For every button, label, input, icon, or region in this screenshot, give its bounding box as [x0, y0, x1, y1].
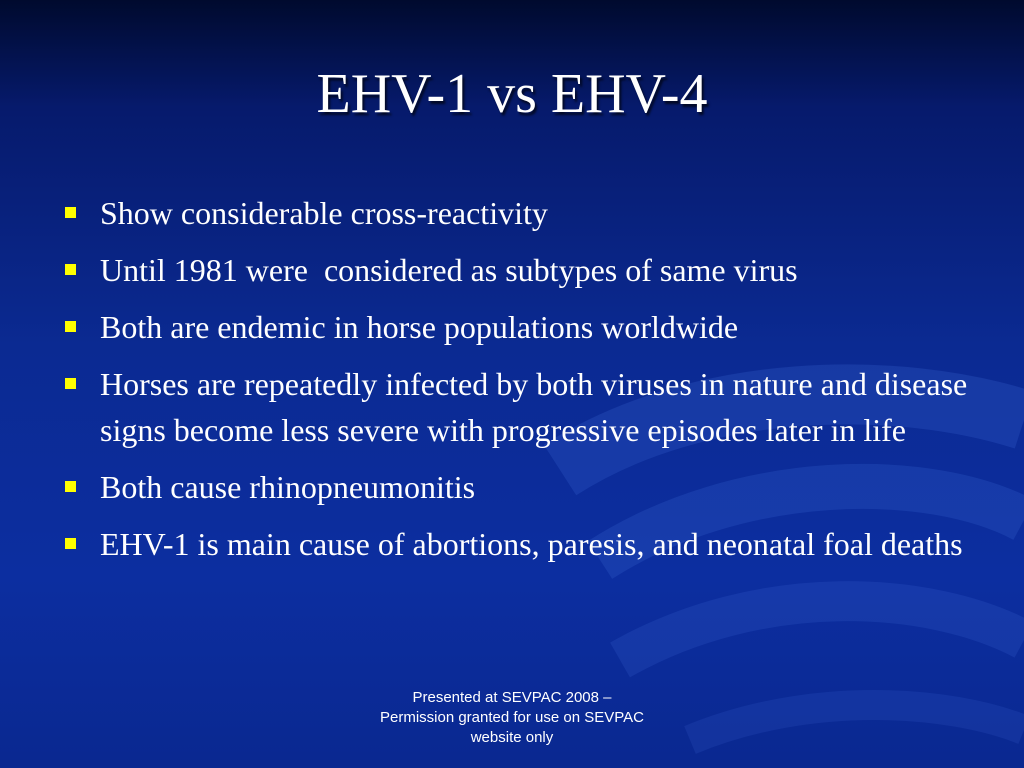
bullet-text: Horses are repeatedly infected by both viruses in nature and disease signs become less severe with progressive episodes later in life: [100, 366, 968, 448]
square-bullet-icon: [65, 264, 76, 275]
square-bullet-icon: [65, 378, 76, 389]
footer-note: [352, 688, 672, 748]
list-item: [62, 190, 982, 236]
square-bullet-icon: [65, 481, 76, 492]
list-item: [62, 361, 982, 453]
bullet-text: Until 1981 were considered as subtypes of same virus: [100, 252, 798, 288]
footer-line: website only: [470, 729, 554, 746]
slide-title: EHV-1 vs EHV-4: [316, 63, 708, 125]
list-item: [62, 521, 982, 567]
list-item: [62, 247, 982, 293]
bullet-text: Both cause rhinopneumonitis: [100, 469, 476, 505]
square-bullet-icon: [65, 321, 76, 332]
bullet-text: Both are endemic in horse populations worldwide: [100, 309, 739, 345]
footer-line: Permission granted for use on SEVPAC: [379, 709, 645, 726]
square-bullet-icon: [65, 207, 76, 218]
footer-line: Presented at SEVPAC 2008 –: [412, 689, 612, 706]
bullet-text: EHV-1 is main cause of abortions, paresis, and neonatal foal deaths: [100, 526, 963, 562]
square-bullet-icon: [65, 538, 76, 549]
list-item: [62, 304, 982, 350]
bullet-text: Show considerable cross-reactivity: [100, 195, 548, 231]
bullet-list: [62, 190, 982, 578]
list-item: [62, 464, 982, 510]
